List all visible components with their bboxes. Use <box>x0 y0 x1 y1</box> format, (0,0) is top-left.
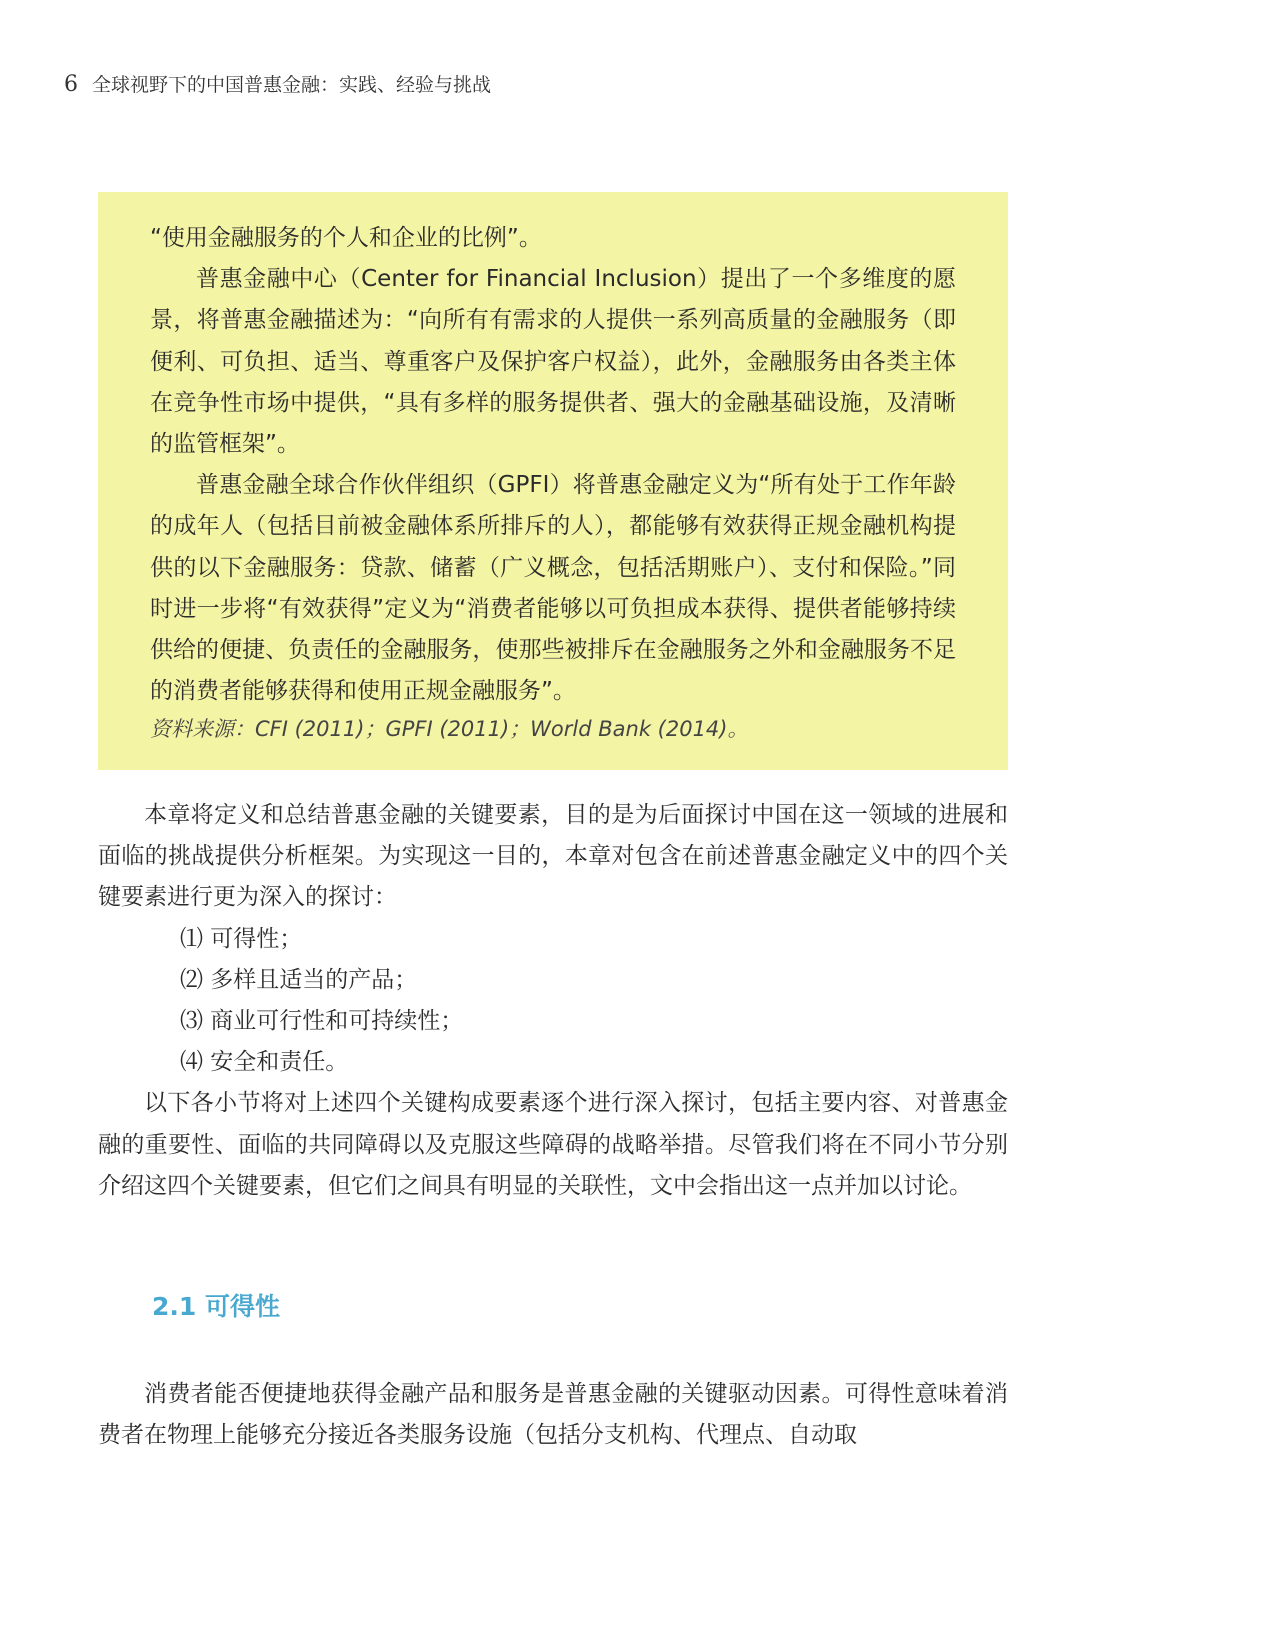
body-paragraph: 本章将定义和总结普惠金融的关键要素，目的是为后面探讨中国在这一领域的进展和面临的挑战提供分析框架。为实现这一目的，本章对包含在前述普惠金融定义中的四个关键要素进行更为深入的探讨： <box>98 802 1008 911</box>
box-paragraph: 普惠金融中心（Center for Financial Inclusion）提出了一个多维度的愿景，将普惠金融描述为：“向所有有需求的人提供一系列高质量的金融服务（即便利、可负担、适当、尊重客户及保护客户权益），此外，金融服务由各类主体在竞争性市场中提供，“具有多样的服务提供者、强大的金融基础设施，及清晰的监管框架”。 <box>150 266 956 458</box>
list-item: ⑵ 多样且适当的产品； <box>180 966 418 993</box>
body-paragraph: 消费者能否便捷地获得金融产品和服务是普惠金融的关键驱动因素。可得性意味着消费者在物理上能够充分接近各类服务设施（包括分支机构、代理点、自动取 <box>98 1381 1008 1449</box>
section-heading: 2.1 可得性 <box>152 1292 280 1321</box>
box-source-note: 资料来源：CFI (2011)；GPFI (2011)；World Bank (2014)。 <box>150 717 749 742</box>
body-text <box>98 795 1008 1207</box>
list-item: ⑶ 商业可行性和可持续性； <box>180 1008 464 1035</box>
running-head <box>64 70 491 100</box>
body-paragraph: 以下各小节将对上述四个关键构成要素逐个进行深入探讨，包括主要内容、对普惠金融的重要性、面临的共同障碍以及克服这些障碍的战略举措。尽管我们将在不同小节分别介绍这四个关键要素，但它们之间具有明显的关联性，文中会指出这一点并加以讨论。 <box>98 1090 1008 1199</box>
section-body <box>98 1374 1008 1456</box>
definition-box <box>98 192 1008 770</box>
box-paragraph: 普惠金融全球合作伙伴组织（GPFI）将普惠金融定义为“所有处于工作年龄的成年人（包括目前被金融体系所排斥的人），都能够有效获得正规金融机构提供的以下金融服务：贷款、储蓄（广义概念，包括活期账户）、支付和保险。”同时进一步将“有效获得”定义为“消费者能够以可负担成本获得、提供者能够持续供给的便捷、负责任的金融服务，使那些被排斥在金融服务之外和金融服务不足的消费者能够获得和使用正规金融服务”。 <box>150 472 956 705</box>
list-item: ⑴ 可得性； <box>180 925 303 952</box>
list-item: ⑷ 安全和责任。 <box>180 1049 349 1076</box>
running-title: 全球视野下的中国普惠金融：实践、经验与挑战 <box>92 74 492 96</box>
box-paragraph: “使用金融服务的个人和企业的比例”。 <box>150 225 542 251</box>
page-number: 6 <box>64 72 78 97</box>
